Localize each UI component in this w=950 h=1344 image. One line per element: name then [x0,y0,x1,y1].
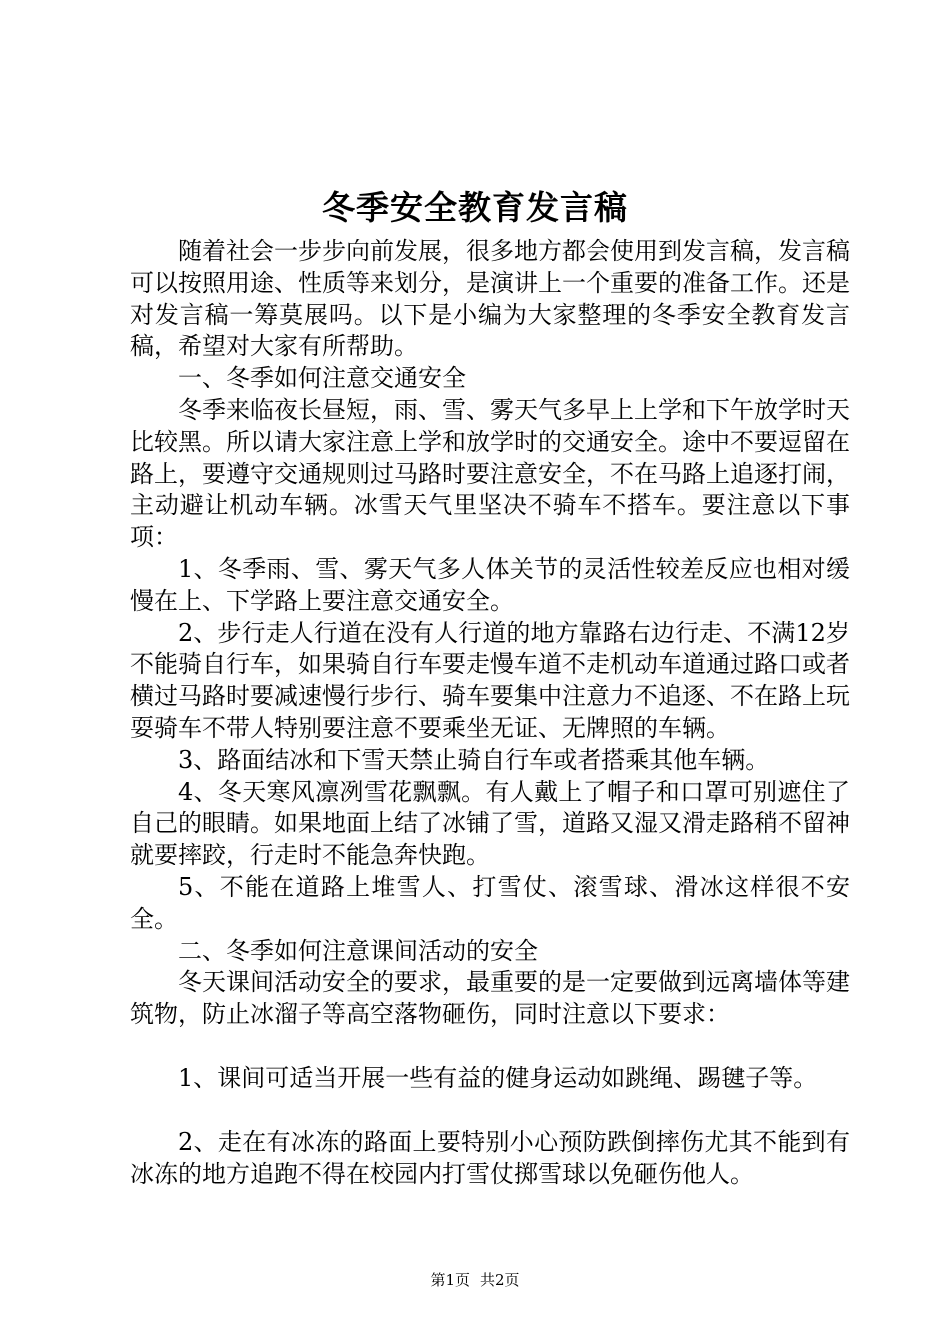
paragraph-traffic: 冬季来临夜长昼短，雨、雪、雾天气多早上上学和下午放学时天比较黑。所以请大家注意上学和放学时的交通安全。途中不要逗留在路上，要遵守交通规则过马路时要注意安全，不在马路上追逐打闹，主动避让机动车辆。冰雪天气里坚决不骑车不搭车。要注意以下事项： [130,395,850,552]
list-item-recess-2: 2、走在有冰冻的路面上要特别小心预防跌倒摔伤尤其不能到有冰冻的地方追跑不得在校园内打雪仗掷雪球以免砸伤他人。 [130,1127,850,1188]
paragraph-recess: 冬天课间活动安全的要求，最重要的是一定要做到远离墙体等建筑物，防止冰溜子等高空落物砸伤，同时注意以下要求： [130,968,850,1029]
document-body [130,236,850,1190]
section-heading-recess: 二、冬季如何注意课间活动的安全 [178,936,538,965]
page-title: 冬季安全教育发言稿 [322,188,628,227]
section-heading-traffic: 一、冬季如何注意交通安全 [178,364,466,393]
list-item-traffic-5: 5、不能在道路上堆雪人、打雪仗、滚雪球、滑冰这样很不安全。 [130,872,850,933]
page-total: 共2页 [480,1271,520,1289]
page-number: 第1页 [430,1271,470,1289]
list-item-traffic-1: 1、冬季雨、雪、雾天气多人体关节的灵活性较差反应也相对缓慢在上、下学路上要注意交通安全。 [130,554,850,615]
paragraph-intro: 随着社会一步步向前发展，很多地方都会使用到发言稿，发言稿可以按照用途、性质等来划分，是演讲上一个重要的准备工作。还是对发言稿一筹莫展吗。以下是小编为大家整理的冬季安全教育发言稿，希望对大家有所帮助。 [130,237,850,361]
list-item-traffic-3: 3、路面结冰和下雪天禁止骑自行车或者搭乘其他车辆。 [178,745,770,774]
page-footer [0,1270,950,1290]
list-item-traffic-2: 2、步行走人行道在没有人行道的地方靠路右边行走、不满12岁不能骑自行车，如果骑自行车要走慢车道不走机动车道通过路口或者横过马路时要减速慢行步行、骑车要集中注意力不追逐、不在路上玩耍骑车不带人特别要注意不要乘坐无证、无牌照的车辆。 [130,618,850,742]
list-item-recess-1: 1、课间可适当开展一些有益的健身运动如跳绳、踢毽子等。 [178,1063,818,1092]
list-item-traffic-4: 4、冬天寒风凛冽雪花飘飘。有人戴上了帽子和口罩可别遮住了自己的眼睛。如果地面上结了冰铺了雪，道路又湿又滑走路稍不留神就要摔跤，行走时不能急奔快跑。 [130,777,850,870]
